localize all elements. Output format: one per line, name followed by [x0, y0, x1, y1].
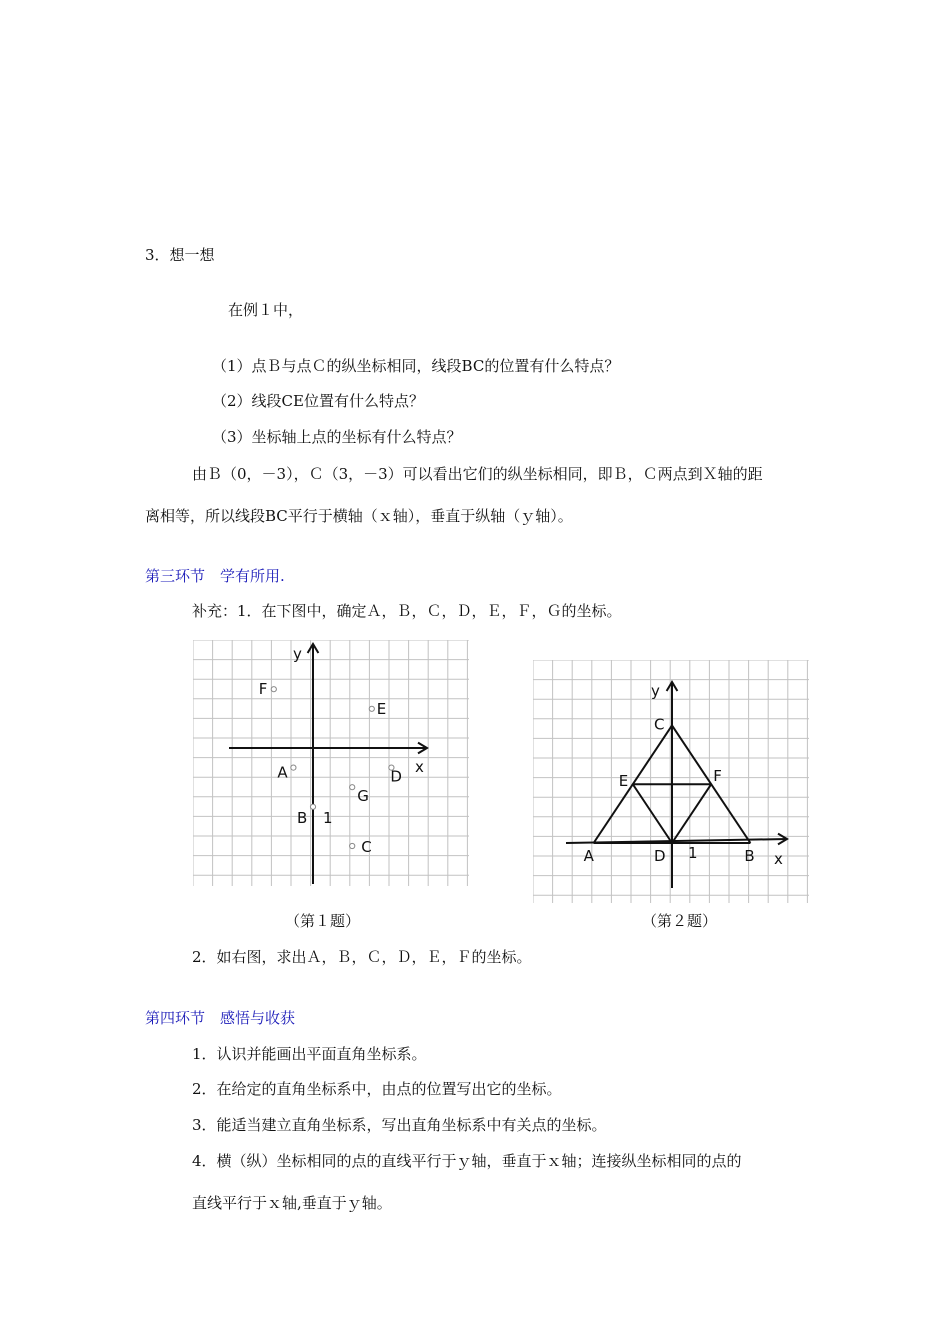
summary-item-2: 2．在给定的直角坐标系中，由点的位置写出它的坐标。	[192, 1080, 562, 1098]
point-G	[350, 785, 355, 790]
unit-label: 1	[688, 844, 698, 862]
point-label-C: C	[654, 715, 665, 734]
point-label-D: D	[654, 847, 666, 865]
point-label-B: B	[297, 808, 308, 827]
point-A	[291, 765, 296, 770]
point-B	[310, 804, 315, 809]
x-axis-label: x	[415, 758, 424, 776]
summary-item-4-continued: 直线平行于ｘ轴,垂直于ｙ轴。	[192, 1194, 392, 1212]
point-E	[369, 706, 374, 711]
summary-item-3: 3．能适当建立直角坐标系，写出直角坐标系中有关点的坐标。	[192, 1116, 607, 1134]
section-heading: 3．想一想	[145, 246, 215, 264]
point-C	[350, 843, 355, 848]
answer-line-2: 离相等，所以线段BC平行于横轴（ｘ轴），垂直于纵轴（ｙ轴）。	[145, 507, 573, 525]
point-label-E: E	[618, 772, 629, 791]
answer-line-1: 由Ｂ（0，－3），Ｃ（3，－3）可以看出它们的纵坐标相同，即Ｂ，Ｃ两点到Ｘ轴的距	[192, 465, 763, 483]
y-axis-label: y	[293, 645, 302, 663]
question-2: （2）线段CE位置有什么特点？	[212, 392, 424, 410]
point-label-F: F	[713, 767, 722, 786]
question-2-text: 2．如右图，求出Ａ，Ｂ，Ｃ，Ｄ，Ｅ，Ｆ的坐标。	[192, 948, 532, 966]
y-axis-label: y	[651, 682, 660, 700]
point-label-D: D	[390, 767, 402, 786]
point-label-A: A	[277, 763, 288, 782]
question-3: （3）坐标轴上点的坐标有什么特点？	[212, 428, 462, 446]
point-label-A: A	[583, 847, 594, 865]
question-1: （1）点Ｂ与点Ｃ的纵坐标相同，线段BC的位置有什么特点？	[212, 357, 620, 375]
point-label-C: C	[361, 838, 372, 856]
figure-2-triangle-grid	[533, 660, 811, 905]
x-axis-label: x	[774, 850, 783, 868]
summary-item-1: 1．认识并能画出平面直角坐标系。	[192, 1045, 427, 1063]
part4-title: 第四环节 感悟与收获	[145, 1009, 296, 1027]
intro-text: 在例１中，	[228, 301, 304, 319]
point-label-G: G	[357, 787, 369, 806]
segment-ED	[633, 784, 672, 843]
unit-label: 1	[323, 809, 333, 827]
point-label-F: F	[258, 680, 268, 699]
figure-1-caption: （第１题）	[285, 912, 361, 930]
point-label-E: E	[376, 699, 387, 718]
point-label-B: B	[744, 847, 755, 865]
summary-item-4: 4．横（纵）坐标相同的点的直线平行于ｙ轴，垂直于ｘ轴；连接纵坐标相同的点的	[192, 1152, 742, 1170]
supplement-question: 补充：1．在下图中，确定Ａ，Ｂ，Ｃ，Ｄ，Ｅ，Ｆ，Ｇ的坐标。	[192, 602, 622, 620]
figure-2-caption: （第２题）	[642, 912, 718, 930]
point-F	[271, 687, 276, 692]
figure-1-coordinate-grid	[193, 640, 471, 888]
segment-DF	[672, 784, 711, 843]
part3-title: 第三环节 学有所用.	[145, 567, 285, 585]
